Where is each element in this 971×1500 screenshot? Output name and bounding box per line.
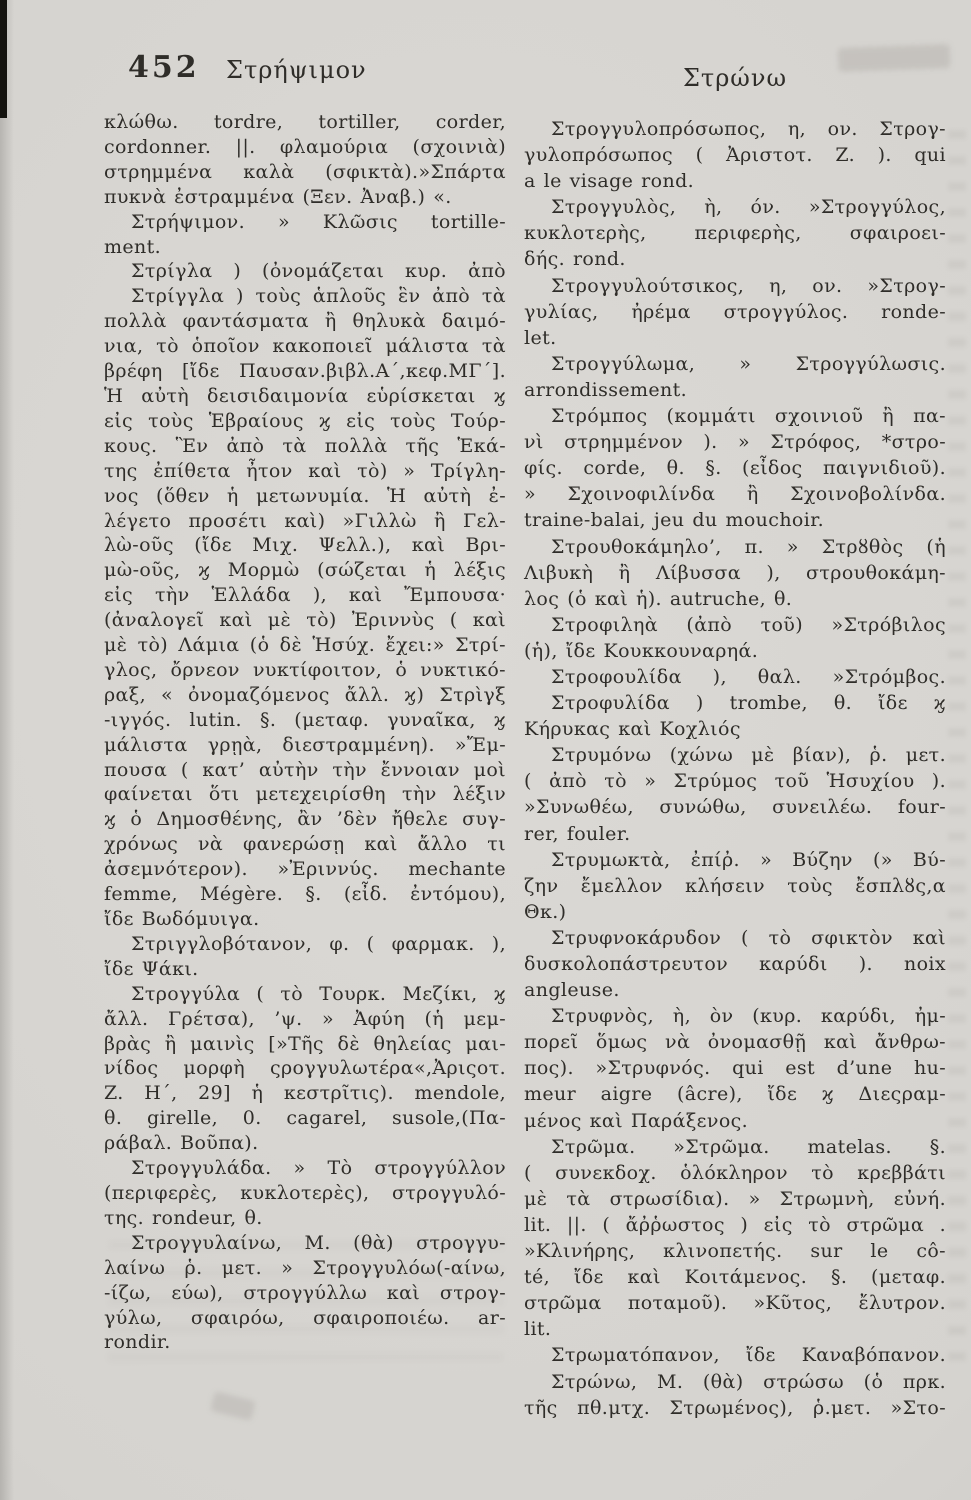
text-line: Στρίγλα ) (ὀνομάζεται κυρ. ἀπὸ	[131, 260, 506, 283]
text-line: arrondissement.	[524, 378, 688, 401]
dictionary-entry	[524, 534, 946, 612]
dictionary-entry	[524, 742, 946, 846]
text-line: γυλίας, ἠρέμα στρογγύλος. ronde-	[524, 300, 946, 323]
dictionary-entry	[524, 1342, 946, 1368]
text-line: ράβαλ. Βοῦπα).	[104, 1132, 259, 1155]
dictionary-entry	[524, 664, 946, 742]
text-line: Στρογγυλάδα. » Τὸ στρογγύλλον	[131, 1157, 506, 1180]
text-line: δής. rond.	[524, 248, 626, 271]
text-line: λος (ὁ καὶ ἡ). autruche, θ.	[524, 587, 793, 610]
left-text-column	[104, 110, 506, 1355]
text-line: Στρυμόνω (χώνω μὲ βίαν), ῥ. μετ.	[551, 744, 946, 767]
text-line: εἰς τοὺς Ἑβραίους ϗ εἰς τοὺς Τούρ-	[104, 409, 506, 432]
text-line: πορεῖ ὅμως νὰ ὀνομασθῇ καὶ ἄνθρω-	[524, 1031, 946, 1054]
dictionary-entry	[524, 116, 946, 194]
text-line: Στρυμωκτὰ, ἐπίῤ. » Βύζην (» Βύ-	[551, 848, 946, 871]
text-line: »Κλινήρης, κλινοπετής. sur le cô-	[524, 1240, 946, 1263]
dictionary-entry	[524, 273, 946, 351]
text-line: Στριγγλοβότανον, φ. ( φαρμακ. ),	[131, 932, 506, 955]
dictionary-entry	[524, 1369, 946, 1421]
text-line: » Σχοινοφιλίνδα ἢ Σχοινοβολίνδα.	[524, 483, 946, 506]
text-line: μὲ τὸ) Λάμια (ὁ δὲ Ἡσύχ. ἔχει:» Στρί-	[104, 634, 506, 657]
text-line: rondir.	[104, 1331, 171, 1354]
text-line: της. rondeur, θ.	[104, 1206, 263, 1229]
text-line: Στρόμπος (κομμάτι σχοινιοῦ ἢ πα-	[551, 405, 946, 428]
text-line: té, ἴδε καὶ Κοιτάμενος. §. (μεταφ.	[524, 1266, 946, 1289]
dictionary-entry	[104, 210, 506, 260]
text-line: -ιγγός. lutin. §. (μεταφ. γυναῖκα, ϗ	[104, 708, 506, 731]
text-line: φαίνεται ὅτι μετεχειρίσθη τὴν λέξιν	[104, 783, 506, 806]
text-line: Στρογγύλωμα, » Στρογγύλωσις.	[551, 352, 946, 375]
text-line: Στρουθοκάμηλο’, π. » Στρȣθὸς (ἡ	[551, 535, 946, 558]
verso-bleedthrough-right-margin	[948, 130, 966, 1370]
text-line: γυλοπρόσωπος ( Ἀριστοτ. Z. ). qui	[524, 144, 946, 167]
dictionary-entry	[104, 1231, 506, 1356]
text-line: ment.	[104, 235, 162, 258]
text-line: κλώθω. tordre, tortiller, corder,	[104, 111, 506, 133]
text-line: Στρυφνὸς, ὴ, ὸν (κυρ. καρύδι, ἠμ-	[551, 1005, 946, 1028]
text-line: ἄλλ. Γρέτσα), ’ψ. » Ἀφύη (ἡ μεμ-	[104, 1007, 506, 1030]
text-line: Θκ.)	[524, 900, 567, 923]
text-line: τῆς πθ.μτχ. Στρωμένος), ῥ.μετ. »Στο-	[524, 1396, 946, 1419]
text-line: πος). »Στρυφνός. qui est d’une hu-	[524, 1057, 946, 1080]
text-line: Στροφιληὰ (ἀπὸ τοῦ) »Στρόβιλος	[551, 613, 946, 636]
text-line: lit. ||. ( ἄῤῥωστος ) εἰς τὸ στρῶμα .	[524, 1213, 946, 1236]
text-line: γύλω, σφαιρόω, σφαιροποιέω. ar-	[104, 1306, 506, 1329]
text-line: Στρῶμα. »Στρῶμα. matelas. §.	[551, 1135, 946, 1158]
text-line: ( συνεκδοχ. ὁλόκληρον τὸ κρεββάτι	[524, 1161, 946, 1184]
text-line: angleuse.	[524, 979, 620, 1002]
text-line: ἀσεμνότερον). »Ἐριννύς. mechante	[104, 858, 506, 881]
scan-edge-artifact	[0, 0, 7, 118]
text-line: χρόνως νὰ φανερώσῃ καὶ ἄλλο τι	[104, 833, 506, 856]
text-line: Ἡ αὐτὴ δεισιδαιμονία εὑρίσκεται ϗ	[104, 384, 506, 407]
text-line: πουσα ( κατ’ αὐτὴν τὴν ἔννοιαν μοὶ	[104, 758, 506, 781]
text-line: Στροφουλίδα ), θαλ. »Στρόμβος.	[551, 665, 946, 688]
text-line: πυκνὰ ἐστραμμένα (Ξεν. Ἀναβ.) «.	[104, 185, 452, 208]
text-line: Στρήψιμον. » Κλῶσις tortille-	[131, 210, 506, 233]
text-line: βρέφη [ἴδε Παυσαν.βιβλ.Α΄,κεφ.ΜΓ΄].	[104, 360, 506, 383]
text-line: ϗ ὁ Δημοσθένης, ἂν ’δὲν ἤθελε συγ-	[104, 808, 506, 831]
text-line: δυσκολοπάστρευτον καρύδι ). noix	[524, 953, 946, 975]
dictionary-entry	[524, 1003, 946, 1133]
text-line: βρὰς ἢ μαινὶς [»Τῆς δὲ θηλείας μαι-	[104, 1032, 506, 1055]
text-line: Κήρυκας καὶ Κοχλιός	[524, 718, 741, 741]
text-line: Στρώνω, Μ. (θὰ) στρώσω (ὁ πρκ.	[551, 1370, 946, 1393]
text-line: θ. girelle, 0. cagarel, susole,(Πα-	[104, 1107, 506, 1130]
text-line: νια, τὸ ὁποῖον κακοποιεῖ μάλιστα τὰ	[104, 335, 506, 358]
text-line: traine-balai, jeu du mouchoir.	[524, 509, 825, 532]
text-line: της ἐπίθετα ἦτον καὶ τὸ) » Τρίγλη-	[104, 459, 506, 482]
running-head-right: Στρώνω	[682, 64, 788, 92]
text-line: Z. Η΄, 29] ἡ κεστρῖτις). mendole,	[104, 1082, 506, 1105]
text-line: Στρογγυλαίνω, Μ. (θὰ) στρογγυ-	[131, 1231, 506, 1254]
text-line: (περιφερὲς, κυκλοτερὲς), στρογγυλό-	[104, 1181, 506, 1204]
dictionary-entry	[104, 110, 506, 210]
text-line: ραξ, « ὀνομαζόμενος ἄλλ. ϗ) Στρὶγξ	[104, 683, 506, 706]
text-line: let.	[524, 326, 557, 349]
text-line: φίς. corde, θ. §. (εἶδος παιγνιδιοῦ).	[524, 457, 946, 480]
dictionary-entry	[104, 1156, 506, 1231]
text-line: κους. Ἓν ἀπὸ τὰ πολλὰ τῆς Ἑκά-	[104, 434, 506, 457]
text-line: νὶ στρημμένον ). » Στρόφος, *στρο-	[524, 431, 946, 454]
text-line: μάλιστα γρῃὰ, διεστραμμένη). »Ἔμ-	[104, 733, 506, 756]
dictionary-entry	[104, 982, 506, 1156]
dictionary-entry	[524, 403, 946, 533]
text-line: »Συνωθέω, συνώθω, συνειλέω. four-	[524, 796, 946, 819]
verso-bleedthrough-footer	[210, 1391, 256, 1421]
text-line: Στρογγυλὸς, ὴ, όν. »Στρογγύλος,	[551, 196, 946, 219]
running-head-left: Στρήψιμον	[226, 56, 367, 84]
text-line: (ἡ), ἴδε Κουκκουναρηά.	[524, 639, 759, 662]
right-text-column	[524, 116, 946, 1421]
scan-left-shadow	[0, 0, 14, 1500]
text-line: μὲ τὰ στρωσίδια). » Στρωμνὴ, εὐνή.	[524, 1187, 946, 1210]
text-line: λέγετο προσέτι καὶ) »Γιλλὼ ἢ Γελ-	[104, 509, 506, 532]
text-line: στρημμένα καλὰ (σφικτὰ).»Σπάρτα	[104, 160, 506, 183]
text-line: λαίνω ῥ. μετ. » Στρογγυλόω(-αίνω,	[104, 1256, 506, 1279]
text-line: γλος, ὄρνεον νυκτίφοιτον, ὁ νυκτικό-	[104, 658, 506, 681]
dictionary-entry	[104, 259, 506, 931]
text-line: πολλὰ φαντάσματα ἢ θηλυκὰ δαιμό-	[104, 310, 506, 333]
text-line: a le visage rond.	[524, 170, 695, 193]
text-line: ἴδε Ψάκι.	[104, 957, 199, 980]
dictionary-entry	[524, 1134, 946, 1343]
text-line: Στρογγυλοπρόσωπος, η, ον. Στρογ-	[551, 118, 946, 140]
text-line: ( ἀπὸ τὸ » Στρύμος τοῦ Ἡσυχίου ).	[524, 770, 946, 793]
dictionary-entry	[524, 351, 946, 403]
text-line: lit.	[524, 1318, 552, 1341]
text-line: Στρογγύλα ( τὸ Τουρκ. Μεζίκι, ϗ	[131, 982, 506, 1005]
text-line: ζην ἔμελλον κλήσειν τοὺς ἔσπλȣς,α	[524, 874, 946, 897]
text-line: κυκλοτερὴς, περιφερὴς, σφαιροει-	[524, 222, 946, 245]
dictionary-entry	[524, 847, 946, 925]
text-line: εἰς τὴν Ἑλλάδα ), καὶ Ἔμπουσα·	[104, 584, 506, 607]
text-line: (ἀναλογεῖ καὶ μὲ τὸ) Ἐριννὺς ( καὶ	[104, 609, 506, 632]
text-line: μένος καὶ Παράξενος.	[524, 1109, 749, 1132]
dictionary-entry	[524, 612, 946, 664]
text-line: νίδος μορφὴ ςρογγυλωτέρα«,Ἀριςοτ.	[104, 1057, 506, 1080]
text-line: λὼ-οῦς (ἴδε Μιχ. Ψελλ.), καὶ Βρι-	[104, 534, 506, 557]
text-line: Στρίγγλα ) τοὺς ἁπλοῦς ἓν ἀπὸ τὰ	[131, 285, 506, 308]
text-line: ἴδε Βωδόμυιγα.	[104, 908, 260, 930]
text-line: cordonner. ||. φλαμούρια (σχοινιὰ)	[104, 135, 506, 158]
text-line: στρῶμα ποταμοῦ). »Κῦτος, ἔλυτρον.	[524, 1292, 946, 1315]
text-line: Στρυφνοκάρυδον ( τὸ σφικτὸν καὶ	[551, 926, 946, 949]
text-line: femme, Mégère. §. (εἶδ. ἐντόμου),	[104, 883, 506, 906]
text-line: meur aigre (âcre), ἴδε ϗ Διεςραμ-	[524, 1083, 946, 1106]
text-line: Στρωματόπανον, ἴδε Καναβόπανον.	[551, 1344, 946, 1367]
text-line: νος (ὅθεν ἡ μετωνυμία. Ἡ αὐτὴ ἐ-	[104, 484, 506, 507]
text-line: Στροφυλίδα ) trombe, θ. ἴδε ϗ	[551, 692, 946, 715]
dictionary-entry	[104, 932, 506, 982]
text-line: -ίζω, εύω), στρογγύλλω καὶ στρογ-	[104, 1281, 506, 1304]
text-line: Στρογγυλούτσικος, η, ον. »Στρογ-	[551, 274, 946, 297]
text-line: Λιβυκὴ ἢ Λίβυσσα ), στρουθοκάμη-	[524, 561, 946, 584]
dictionary-entry	[524, 194, 946, 272]
dictionary-entry	[524, 925, 946, 1003]
page-number: 452	[128, 50, 200, 85]
text-line: μὼ-οῦς, ϗ Μορμὼ (σώζεται ἡ λέξις	[104, 559, 506, 582]
text-line: rer, fouler.	[524, 822, 631, 845]
